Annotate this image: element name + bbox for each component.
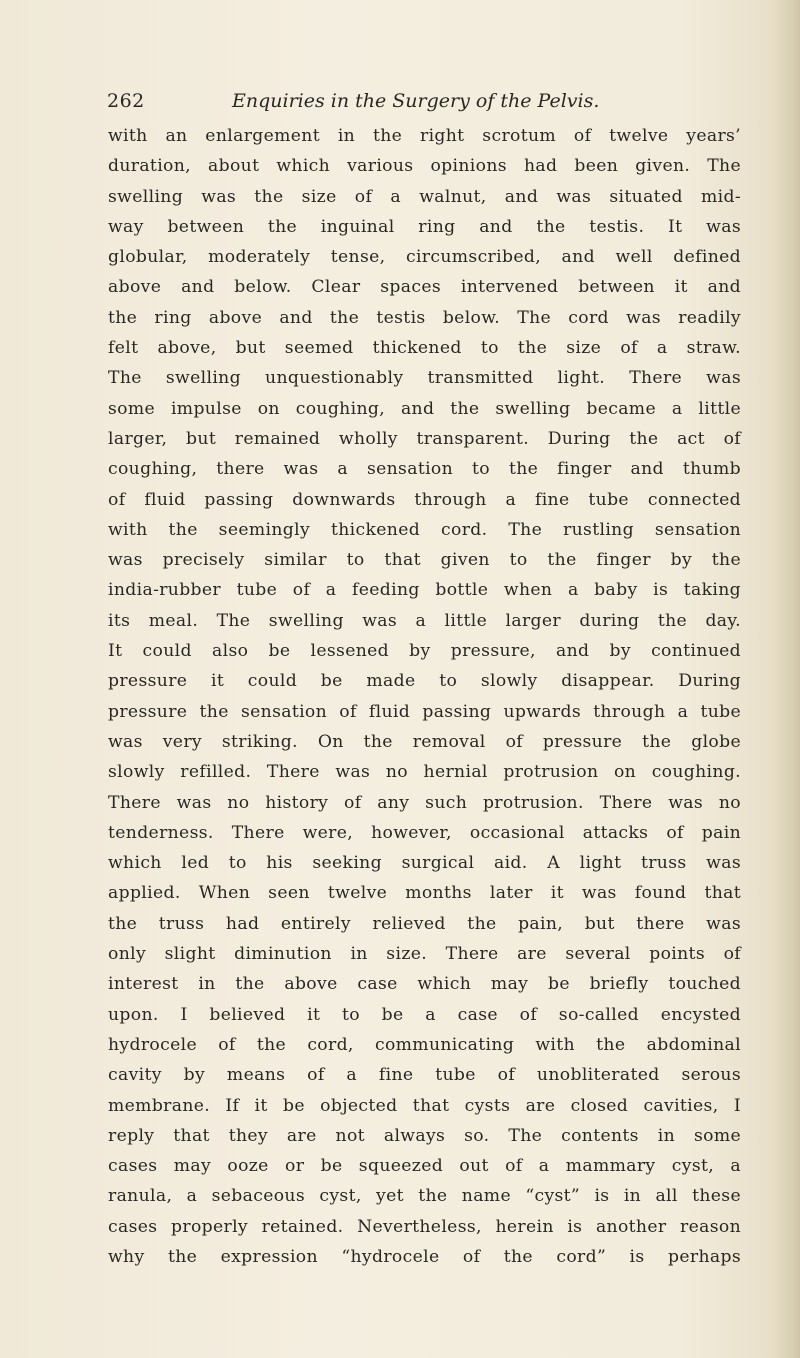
text-line: pressure it could be made to slowly disappear. During [108, 671, 741, 692]
text-line: It could also be lessened by pressure, and by continued [108, 641, 741, 662]
text-line: The swelling unquestionably transmitted light. There was [108, 368, 741, 389]
text-line: of fluid passing downwards through a fine tube connected [108, 489, 741, 510]
text-line: why the expression “hydrocele of the cord” is perhaps [108, 1246, 741, 1267]
text-line: upon. I believed it to be a case of so-called encysted [108, 1004, 741, 1025]
text-line: membrane. If it be objected that cysts are closed cavities, I [108, 1095, 741, 1116]
page-edge-shadow [770, 0, 800, 1358]
text-line: with an enlargement in the right scrotum of twelve years’ [108, 126, 741, 146]
text-line: pressure the sensation of fluid passing upwards through a tube [108, 701, 741, 722]
text-line: globular, moderately tense, circumscribed, and well defined [108, 247, 741, 268]
page-header [107, 90, 707, 120]
text-line: some impulse on coughing, and the swelling became a little [108, 398, 741, 419]
text-line: swelling was the size of a walnut, and was situated mid- [108, 186, 741, 207]
text-line: above and below. Clear spaces intervened between it and [108, 277, 741, 298]
text-line: was very striking. On the removal of pressure the globe [108, 731, 741, 752]
text-line: hydrocele of the cord, communicating with the abdominal [108, 1034, 741, 1055]
text-line: which led to his seeking surgical aid. A light truss was [108, 853, 741, 874]
text-line: duration, about which various opinions had been given. The [108, 156, 741, 177]
text-line: india-rubber tube of a feeding bottle when a baby is taking [108, 580, 741, 601]
text-line: with the seemingly thickened cord. The rustling sensation [108, 519, 741, 540]
text-line: its meal. The swelling was a little larger during the day. [108, 610, 741, 631]
text-line: ranula, a sebaceous cyst, yet the name “cyst” is in all these [108, 1186, 741, 1207]
text-line: larger, but remained wholly transparent. During the act of [108, 428, 741, 449]
text-line: interest in the above case which may be briefly touched [108, 974, 741, 995]
running-title: Enquiries in the Surgery of the Pelvis. [232, 90, 600, 112]
text-line: cases may ooze or be squeezed out of a mammary cyst, a [108, 1156, 741, 1177]
text-line: the ring above and the testis below. The cord was readily [108, 307, 741, 328]
text-line: was precisely similar to that given to the finger by the [108, 550, 741, 571]
text-line: reply that they are not always so. The contents in some [108, 1125, 741, 1146]
body-text [108, 121, 741, 1272]
text-line: cases properly retained. Nevertheless, herein is another reason [108, 1216, 741, 1237]
text-line: tenderness. There were, however, occasional attacks of pain [108, 822, 741, 843]
text-line: felt above, but seemed thickened to the size of a straw. [108, 338, 741, 359]
text-line: the truss had entirely relieved the pain, but there was [108, 913, 741, 934]
text-line: only slight diminution in size. There are several points of [108, 944, 741, 965]
text-line: There was no history of any such protrusion. There was no [108, 792, 741, 813]
text-line: cavity by means of a fine tube of unobliterated serous [108, 1065, 741, 1086]
page-number: 262 [107, 90, 145, 112]
text-line: applied. When seen twelve months later it was found that [108, 883, 741, 904]
text-line: slowly refilled. There was no hernial protrusion on coughing. [108, 762, 741, 783]
text-line: coughing, there was a sensation to the finger and thumb [108, 459, 741, 480]
text-line: way between the inguinal ring and the testis. It was [108, 216, 741, 237]
